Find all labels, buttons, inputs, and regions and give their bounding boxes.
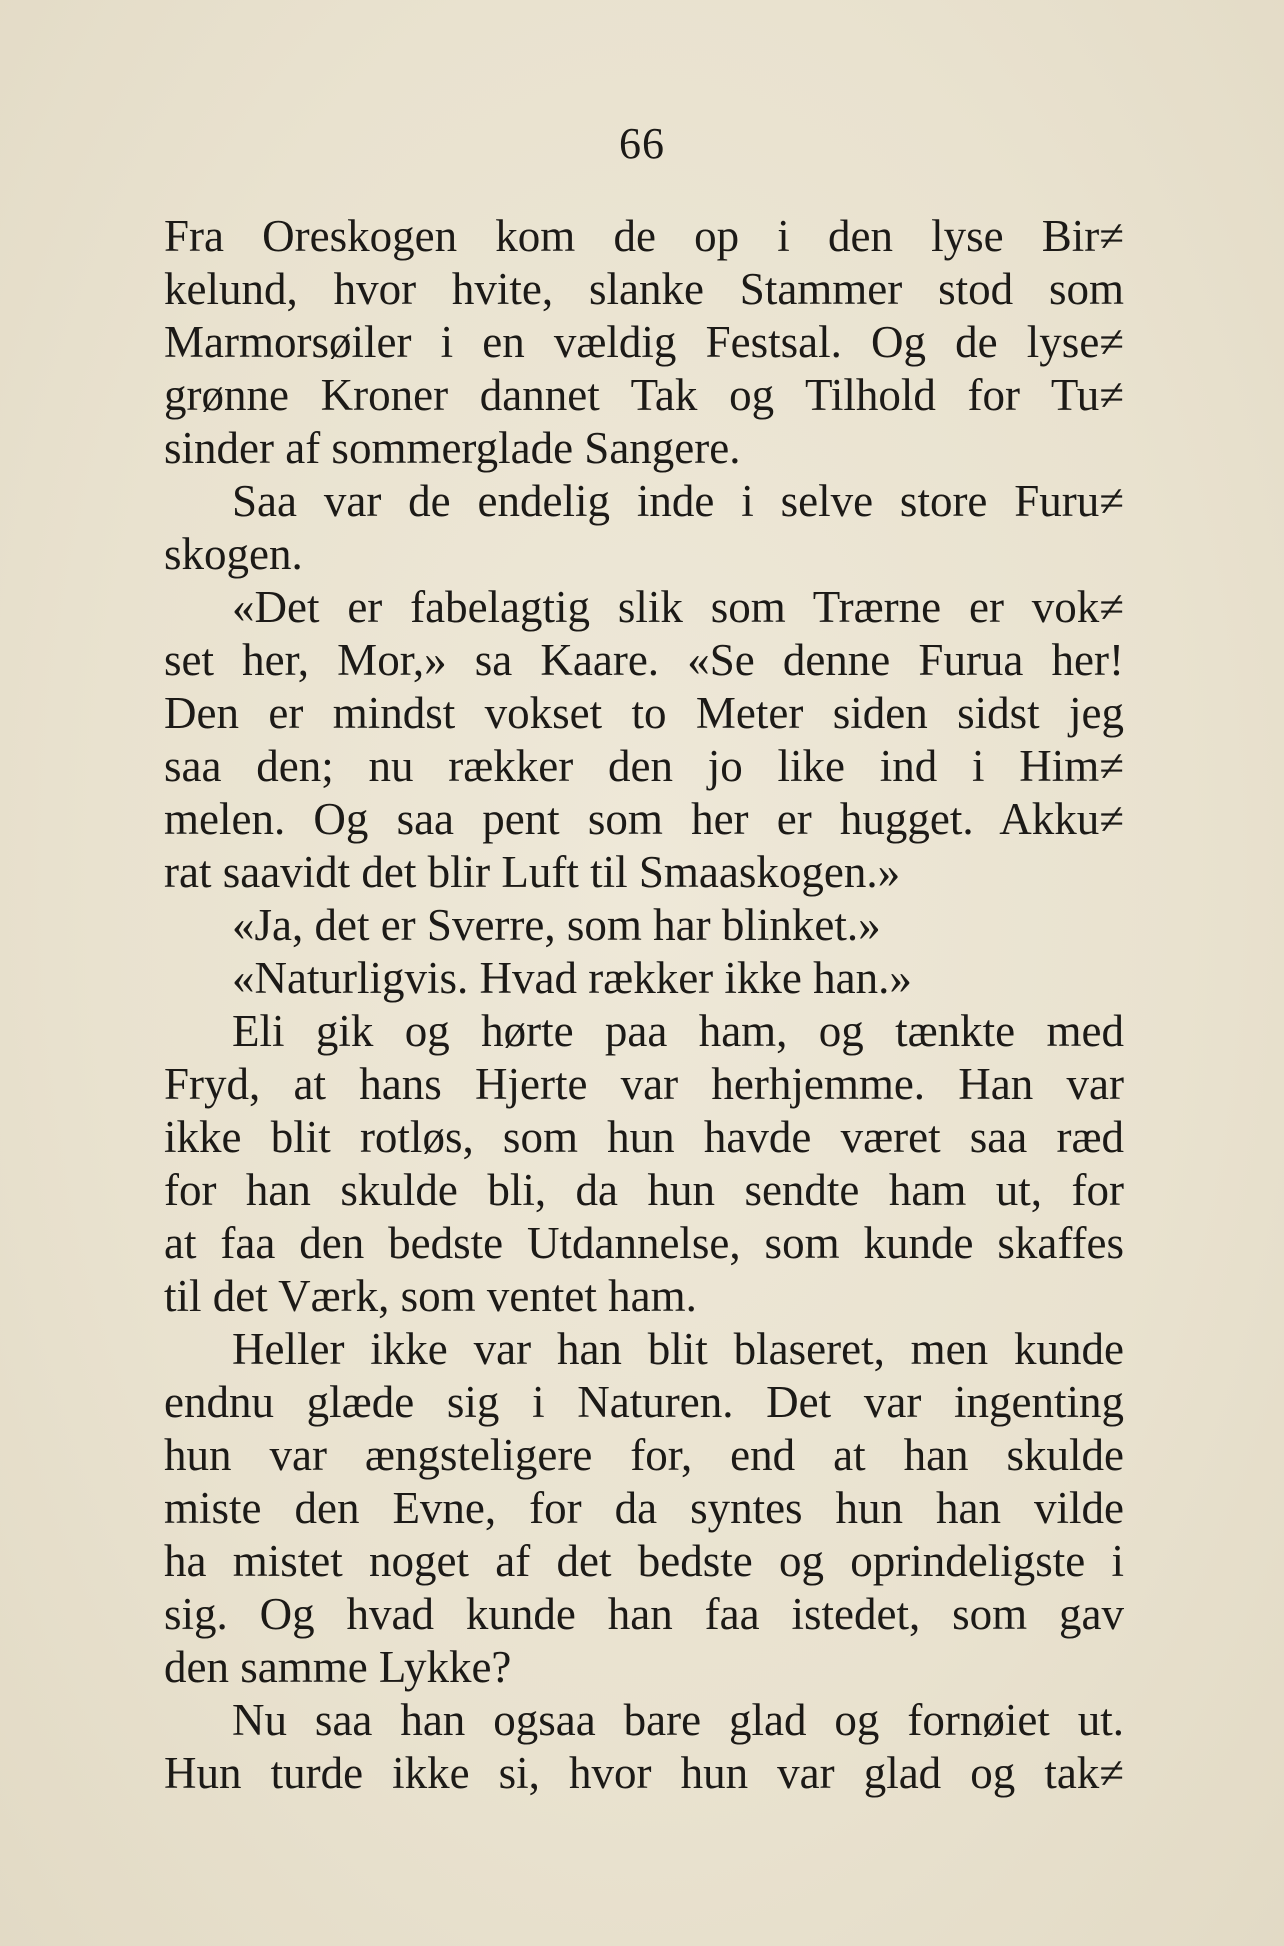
text-line: Nu saa han ogsaa bare glad og fornøiet ut.: [232, 1695, 1124, 1745]
text-line: «Det er fabelagtig slik som Trærne er vok≠: [232, 582, 1124, 632]
text-line: Fra Oreskogen kom de op i den lyse Bir≠: [164, 211, 1124, 261]
text-line: ha mistet noget af det bedste og oprindeligste i: [164, 1536, 1124, 1586]
text-line: kelund, hvor hvite, slanke Stammer stod som: [164, 264, 1124, 314]
text-line: for han skulde bli, da hun sendte ham ut, for: [164, 1165, 1124, 1215]
text-line: til det Værk, som ventet ham.: [164, 1271, 697, 1321]
text-line: miste den Evne, for da syntes hun han vilde: [164, 1483, 1124, 1533]
text-line: set her, Mor,» sa Kaare. «Se denne Furua her!: [164, 635, 1124, 685]
text-line: ikke blit rotløs, som hun havde været saa ræd: [164, 1112, 1124, 1162]
text-line: saa den; nu rækker den jo like ind i Him≠: [164, 741, 1124, 791]
text-line: den samme Lykke?: [164, 1642, 512, 1692]
body-text: [164, 210, 1124, 1800]
text-line: «Naturligvis. Hvad rækker ikke han.»: [232, 953, 912, 1003]
text-line: Heller ikke var han blit blaseret, men kunde: [232, 1324, 1124, 1374]
text-line: Saa var de endelig inde i selve store Furu≠: [232, 476, 1124, 526]
text-line: endnu glæde sig i Naturen. Det var ingenting: [164, 1377, 1124, 1427]
text-line: hun var ængsteligere for, end at han skulde: [164, 1430, 1124, 1480]
text-line: melen. Og saa pent som her er hugget. Akku≠: [164, 794, 1124, 844]
page-number: 66: [619, 119, 665, 168]
text-line: Den er mindst vokset to Meter siden sidst jeg: [164, 688, 1124, 738]
text-line: rat saavidt det blir Luft til Smaaskogen.»: [164, 847, 901, 897]
text-line: grønne Kroner dannet Tak og Tilhold for Tu≠: [164, 370, 1124, 420]
text-line: Hun turde ikke si, hvor hun var glad og tak≠: [164, 1748, 1124, 1798]
text-line: Eli gik og hørte paa ham, og tænkte med: [232, 1006, 1124, 1056]
text-line: sinder af sommerglade Sangere.: [164, 423, 741, 473]
text-line: at faa den bedste Utdannelse, som kunde skaffes: [164, 1218, 1124, 1268]
text-line: Marmorsøiler i en vældig Festsal. Og de lyse≠: [164, 317, 1124, 367]
text-line: skogen.: [164, 529, 303, 579]
text-line: «Ja, det er Sverre, som har blinket.»: [232, 900, 881, 950]
text-line: sig. Og hvad kunde han faa istedet, som gav: [164, 1589, 1124, 1639]
text-line: Fryd, at hans Hjerte var herhjemme. Han var: [164, 1059, 1124, 1109]
